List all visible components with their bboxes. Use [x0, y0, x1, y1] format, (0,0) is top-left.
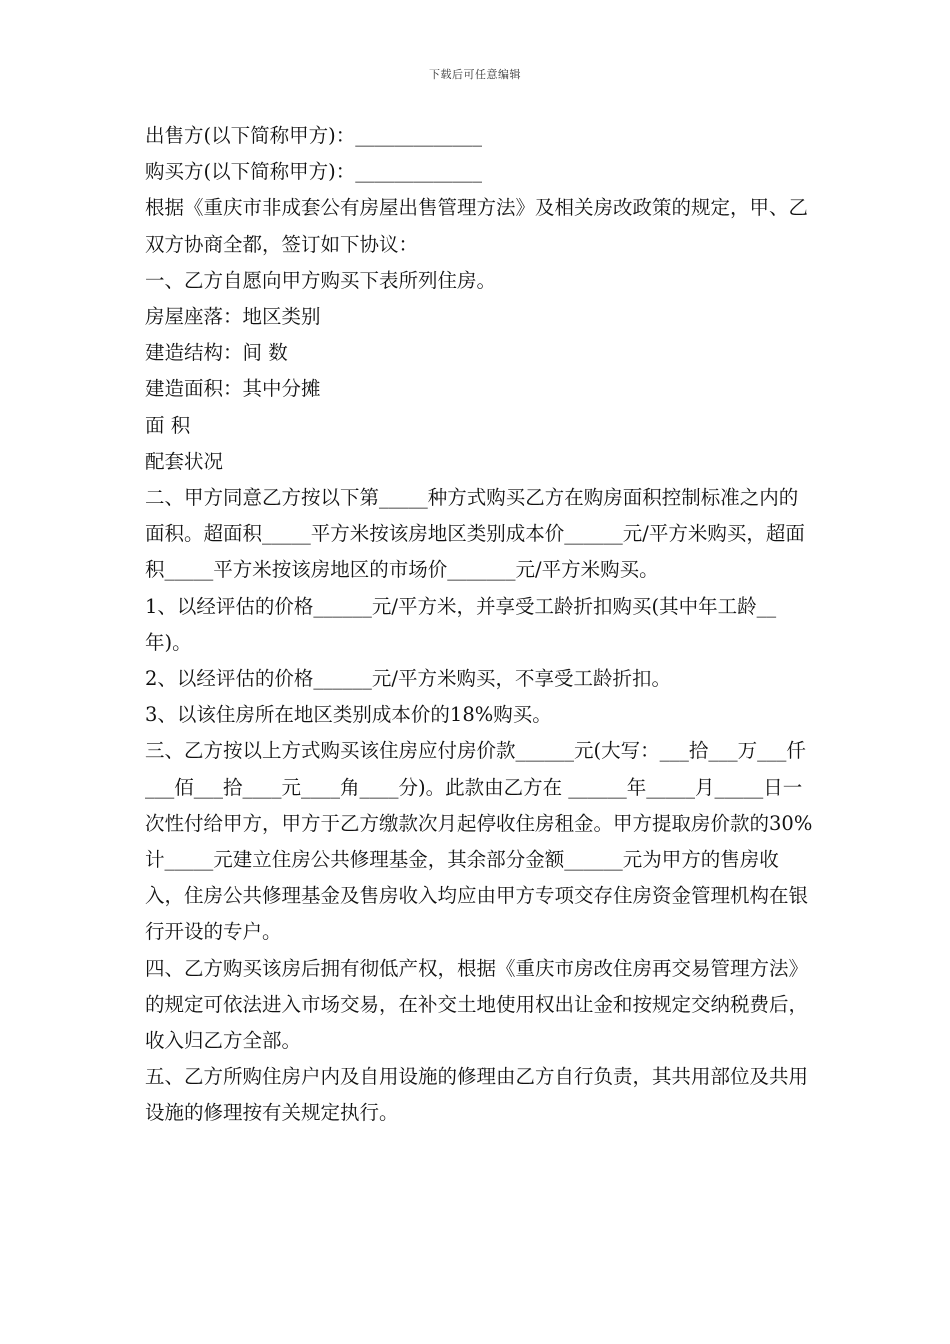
- header-note: 下载后可任意编辑: [429, 68, 521, 81]
- paragraph-location: 房屋座落：地区类别: [145, 305, 321, 329]
- paragraph-facilities: 配套状况: [145, 449, 224, 473]
- paragraph-area-cont: 面 积: [145, 413, 191, 437]
- paragraph-option-3: 3、以该住房所在地区类别成本价的18%购买。: [145, 703, 552, 727]
- paragraph-option-2: 2、以经评估的价格______元/平方米购买，不享受工龄折扣。: [145, 667, 671, 691]
- paragraph-option-1: 1、以经评估的价格______元/平方米，并享受工龄折扣购买(其中年工龄__年)。: [145, 594, 777, 654]
- paragraph-structure: 建造结构：间 数: [145, 341, 288, 365]
- paragraph-area: 建造面积：其中分摊: [145, 377, 321, 401]
- paragraph-clause-4: 四、乙方购买该房后拥有彻低产权，根据《重庆市房改住房再交易管理方法》的规定可依法进入市场交易，在补交土地使用权出让金和按规定交纳税费后，收入归乙方全部。: [145, 956, 809, 1053]
- paragraph-seller: 出售方(以下简称甲方)：_____________: [145, 124, 482, 147]
- paragraph-clause-1: 一、乙方自愿向甲方购买下表所列住房。: [145, 268, 497, 292]
- paragraph-buyer: 购买方(以下简称甲方)：_____________: [145, 160, 482, 184]
- document-body: [145, 118, 813, 1132]
- paragraph-clause-2: 二、甲方同意乙方按以下第_____种方式购买乙方在购房面积控制标准之内的面积。超面积_____平方米按该房地区类别成本价______元/平方米购买，超面积_____平方米按该房地区的市场价_______元/平方米购买。: [145, 486, 805, 582]
- paragraph-clause-5: 五、乙方所购住房户内及自用设施的修理由乙方自行负责，其共用部位及共用设施的修理按有关规定执行。: [145, 1065, 809, 1125]
- paragraph-basis: 根据《重庆市非成套公有房屋出售管理方法》及相关房改政策的规定，甲、乙双方协商全都，签订如下协议：: [145, 196, 809, 256]
- paragraph-clause-3: 三、乙方按以上方式购买该住房应付房价款______元(大写：___拾___万___仟___佰___拾____元____角____分)。此款由乙方在 ______年_____月_____日一次性付给甲方，甲方于乙方缴款次月起停收住房租金。甲方提取房价款的30%计_____元建立住房公共修理基金，其余部分金额______元为甲方的售房收入，住房公共修理基金及售房收入均应由甲方专项交存住房资金管理机构在银行开设的专户。: [145, 739, 813, 944]
